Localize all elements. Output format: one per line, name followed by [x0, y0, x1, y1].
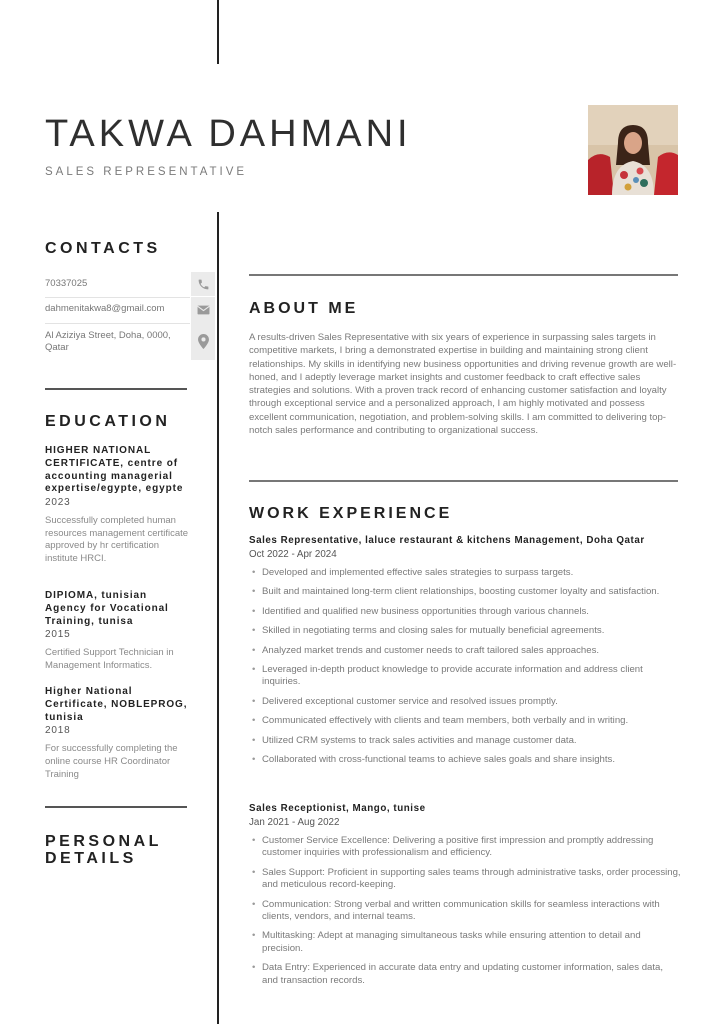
location-pin-icon [198, 334, 209, 349]
education-heading: EDUCATION [45, 413, 171, 430]
education-divider [45, 806, 187, 808]
contact-separator [45, 297, 190, 298]
job-dates: Oct 2022 - Apr 2024 [249, 549, 337, 560]
contact-phone [45, 278, 215, 290]
mail-icon [197, 305, 210, 315]
job-bullet: • Utilized CRM systems to track sales activities and manage customer data. [249, 735, 681, 747]
job-bullets [249, 567, 681, 766]
contacts-divider [45, 388, 187, 390]
job-bullets [249, 835, 681, 987]
job-bullet: • Communication: Strong verbal and written communication skills for seamless interactions with clients, vendors, and internal teams. [249, 899, 681, 924]
top-divider-line [217, 0, 219, 64]
job-bullet: • Identified and qualified new business opportunities through various channels. [249, 606, 681, 618]
job-bullet: • Developed and implemented effective sales strategies to surpass targets. [249, 567, 681, 579]
education-item [45, 590, 190, 673]
phone-number: 70337025 [45, 278, 88, 289]
about-text: A results-driven Sales Representative with six years of experience in surpassing sales targets in competitive markets, I bring a demonstrated expertise in building and maintaining strong client relationships. My skills in identifying new business opportunities and driving revenue growth are well-honed, and I adeptly leverage market insights and customer feedback to craft effective sales strategies and solutions. With a proven track record of enhancing customer satisfaction and loyalty through exceptional service and a personalized approach, I am highly motivated and possess excellent communication, negotiation, and problem-solving skills. I am committed to delivering top-notch sales performance and contributing to organizational success. [249, 332, 677, 437]
about-heading: ABOUT ME [249, 300, 359, 317]
profile-photo [588, 105, 678, 195]
job-bullet: • Delivered exceptional customer service and resolved issues promptly. [249, 696, 681, 708]
job-bullet: • Skilled in negotiating terms and closing sales for mutually beneficial agreements. [249, 625, 681, 637]
job-bullet: • Communicated effectively with clients and team members, both verbally and in writing. [249, 715, 681, 727]
education-degree: Higher National Certificate, NOBLEPROG, tunisia [45, 686, 188, 723]
job-bullet: • Multitasking: Adept at managing simultaneous tasks while ensuring attention to detail and precision. [249, 930, 681, 955]
education-degree: DIPIOMA, tunisian Agency for Vocational Training, tunisa [45, 590, 169, 627]
job-bullet: • Analyzed market trends and customer needs to craft tailored sales approaches. [249, 645, 681, 657]
contact-email [45, 303, 215, 315]
education-degree: HIGHER NATIONAL CERTIFICATE, centre of accounting managerial expertise/egypte, egypte [45, 445, 184, 495]
job-bullet: • Built and maintained long-term client relationships, boosting customer loyalty and satisfaction. [249, 586, 681, 598]
about-divider [249, 274, 678, 276]
job-title: Sales Representative, laluce restaurant & kitchens Management, Doha Qatar [249, 535, 645, 546]
education-item [45, 686, 190, 781]
work-divider [249, 480, 678, 482]
education-description: For successfully completing the online course HR Coordinator Training [45, 743, 178, 780]
job-bullet: • Customer Service Excellence: Delivering a positive first impression and promptly addressing customer inquiries with professionalism and efficiency. [249, 835, 681, 860]
email-address: dahmenitakwa8@gmail.com [45, 303, 165, 314]
education-description: Certified Support Technician in Management Informatics. [45, 647, 174, 671]
job-bullet: • Data Entry: Experienced in accurate data entry and updating customer information, sales data, and transaction records. [249, 962, 681, 987]
contact-address [45, 330, 215, 354]
education-description: Successfully completed human resources management certificate approved by hr certification institute HRCI. [45, 515, 189, 564]
location-icon-box [191, 323, 215, 360]
job-bullet: • Collaborated with cross-functional teams to achieve sales goals and share insights. [249, 754, 681, 766]
job-title: Sales Receptionist, Mango, tunise [249, 803, 426, 814]
personal-details-heading: PERSONAL DETAILS [45, 833, 162, 867]
education-year: 2018 [45, 725, 71, 737]
contacts-heading: CONTACTS [45, 240, 161, 257]
job-dates: Jan 2021 - Aug 2022 [249, 817, 340, 828]
education-year: 2015 [45, 629, 71, 641]
education-item [45, 445, 190, 566]
candidate-name: TAKWA DAHMANI [45, 113, 412, 155]
contact-separator [45, 323, 190, 324]
phone-icon-box [191, 272, 215, 296]
column-divider-line [217, 212, 219, 1024]
phone-icon [197, 278, 210, 291]
job-bullet: • Leveraged in-depth product knowledge to provide accurate information and address client inquiries. [249, 664, 681, 689]
education-year: 2023 [45, 497, 71, 509]
work-experience-heading: WORK EXPERIENCE [249, 505, 453, 522]
candidate-title: SALES REPRESENTATIVE [45, 166, 248, 178]
street-address: Al Aziziya Street, Doha, 0000, Qatar [45, 330, 171, 353]
job-bullet: • Sales Support: Proficient in supporting sales teams through administrative tasks, order processing, and meticulous record-keeping. [249, 867, 681, 892]
mail-icon-box [191, 297, 215, 323]
